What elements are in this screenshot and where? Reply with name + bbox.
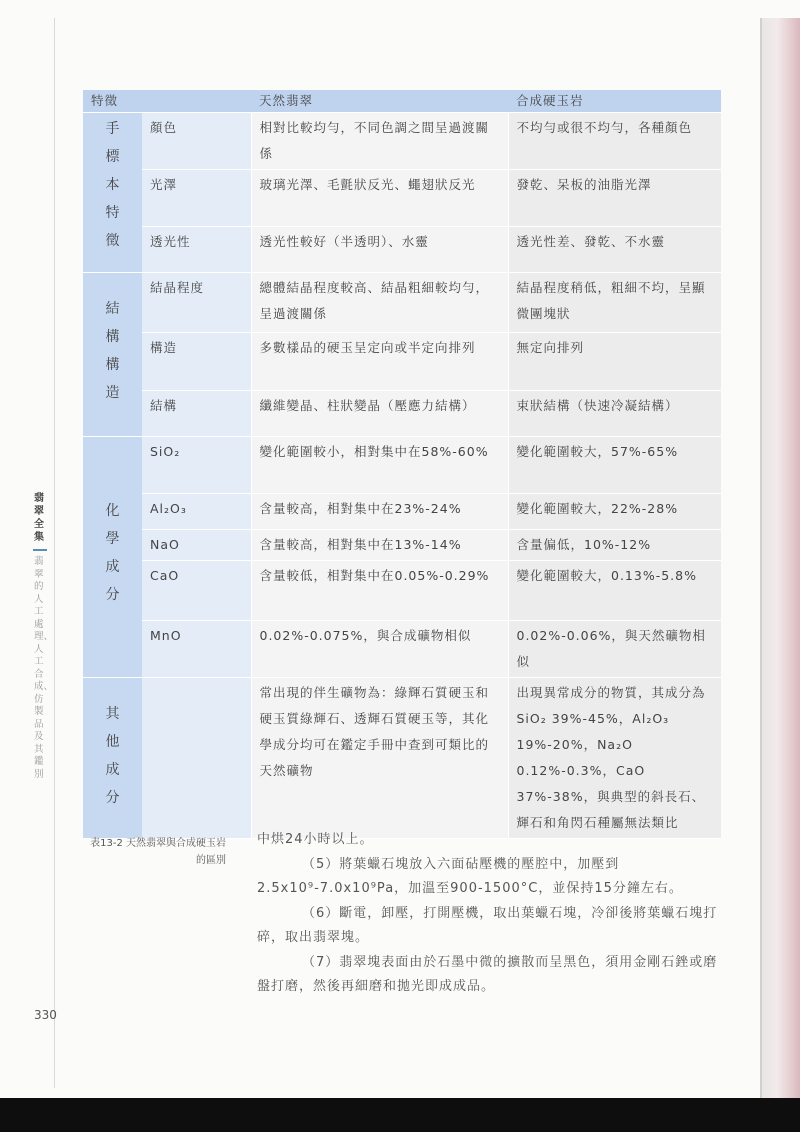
- group-label: 結構構造: [83, 273, 142, 437]
- table-row: [83, 273, 721, 333]
- synthetic-cell: 束狀結構（快速冷凝結構）: [508, 391, 721, 437]
- property-cell: 構造: [142, 333, 251, 391]
- table-row: [83, 333, 721, 391]
- synthetic-cell: 0.02%-0.06%，與天然礦物相似: [508, 621, 721, 678]
- table-header-row: [83, 90, 721, 113]
- header-blank: [142, 90, 251, 113]
- comparison-table: [83, 90, 721, 839]
- body-paragraph: （7）翡翠塊表面由於石墨中微的擴散而呈黑色，須用金剛石銼或磨盤打磨，然後再細磨和拋光即成成品。: [257, 954, 718, 994]
- table-row: [83, 227, 721, 273]
- table-row: [83, 530, 721, 561]
- body-paragraph: （5）將葉蠟石塊放入六面砧壓機的壓腔中，加壓到2.5x10⁹-7.0x10⁹Pa，加溫至900-1500°C，並保持15分鐘左右。: [257, 856, 683, 896]
- synthetic-cell: 變化範圍較大，22%-28%: [508, 494, 721, 530]
- synthetic-cell: 無定向排列: [508, 333, 721, 391]
- group-label: 化學成分: [83, 437, 142, 678]
- property-cell: CaO: [142, 561, 251, 621]
- synthetic-cell: 不均勻或很不均勻，各種顏色: [508, 113, 721, 170]
- natural-cell: 相對比較均勻，不同色調之間呈過渡關係: [251, 113, 508, 170]
- natural-cell: 多數樣品的硬玉呈定向或半定向排列: [251, 333, 508, 391]
- synthetic-cell: 含量偏低，10%-12%: [508, 530, 721, 561]
- group-label: 其他成分: [83, 678, 142, 839]
- table-row: [83, 621, 721, 678]
- table-row: [83, 437, 721, 494]
- spine-rule: [54, 18, 55, 1088]
- natural-cell: 玻璃光澤、毛氈狀反光、蠅翅狀反光: [251, 170, 508, 227]
- property-cell: NaO: [142, 530, 251, 561]
- table-row: [83, 170, 721, 227]
- natural-cell: 變化範圍較小，相對集中在58%-60%: [251, 437, 508, 494]
- property-cell: Al₂O₃: [142, 494, 251, 530]
- body-text: [257, 828, 727, 1000]
- header-feature: 特徵: [83, 90, 142, 113]
- page-edge: [762, 18, 800, 1098]
- synthetic-cell: 出現異常成分的物質，其成分為SiO₂ 39%-45%，Al₂O₃ 19%-20%，Na₂O 0.12%-0.3%，CaO 37%-38%，與典型的斜長石、輝石和角閃石種屬無法類比: [508, 678, 721, 839]
- synthetic-cell: 變化範圍較大，57%-65%: [508, 437, 721, 494]
- table-row: [83, 391, 721, 437]
- property-cell: 透光性: [142, 227, 251, 273]
- natural-cell: 透光性較好（半透明）、水靈: [251, 227, 508, 273]
- synthetic-cell: 變化範圍較大，0.13%-5.8%: [508, 561, 721, 621]
- synthetic-cell: 透光性差、發乾、不水靈: [508, 227, 721, 273]
- natural-cell: 含量較高，相對集中在13%-14%: [251, 530, 508, 561]
- property-cell: MnO: [142, 621, 251, 678]
- property-cell: 結構: [142, 391, 251, 437]
- natural-cell: 含量較低，相對集中在0.05%-0.29%: [251, 561, 508, 621]
- table-row: [83, 494, 721, 530]
- group-label: 手標本特徵: [83, 113, 142, 273]
- body-line: 中烘24小時以上。: [257, 832, 374, 847]
- property-cell: SiO₂: [142, 437, 251, 494]
- body-paragraph: （6）斷電，卸壓，打開壓機，取出葉蠟石塊，冷卻後將葉蠟石塊打碎，取出翡翠塊。: [257, 905, 718, 945]
- natural-cell: 常出現的伴生礦物為：綠輝石質硬玉和硬玉質綠輝石、透輝石質硬玉等，其化學成分均可在鑑定手冊中查到可類比的天然礦物: [251, 678, 508, 839]
- synthetic-cell: 發乾、呆板的油脂光澤: [508, 170, 721, 227]
- header-synthetic: 合成硬玉岩: [508, 90, 721, 113]
- natural-cell: 總體結晶程度較高、結晶粗細較均勻，呈過渡關係: [251, 273, 508, 333]
- sidebar-divider: [33, 549, 47, 551]
- property-cell: 結晶程度: [142, 273, 251, 333]
- property-cell: [142, 678, 251, 839]
- table-caption: 表13-2 天然翡翠與合成硬玉岩的區別: [90, 838, 226, 866]
- chapter-title: 翡翠的人工處理、人工合成、仿製品及其鑑別: [34, 556, 54, 780]
- property-cell: 光澤: [142, 170, 251, 227]
- scan-bottom-bar: [0, 1098, 800, 1132]
- book-title: 翡翠全集: [34, 493, 44, 543]
- header-natural: 天然翡翠: [251, 90, 508, 113]
- natural-cell: 纖維變晶、柱狀變晶（壓應力結構）: [251, 391, 508, 437]
- table-row: [83, 561, 721, 621]
- synthetic-cell: 結晶程度稍低，粗細不均，呈顯微團塊狀: [508, 273, 721, 333]
- page-number: 330: [34, 1008, 57, 1022]
- natural-cell: 含量較高，相對集中在23%-24%: [251, 494, 508, 530]
- table-row: [83, 113, 721, 170]
- natural-cell: 0.02%-0.075%，與合成礦物相似: [251, 621, 508, 678]
- table-row: [83, 678, 721, 839]
- property-cell: 顏色: [142, 113, 251, 170]
